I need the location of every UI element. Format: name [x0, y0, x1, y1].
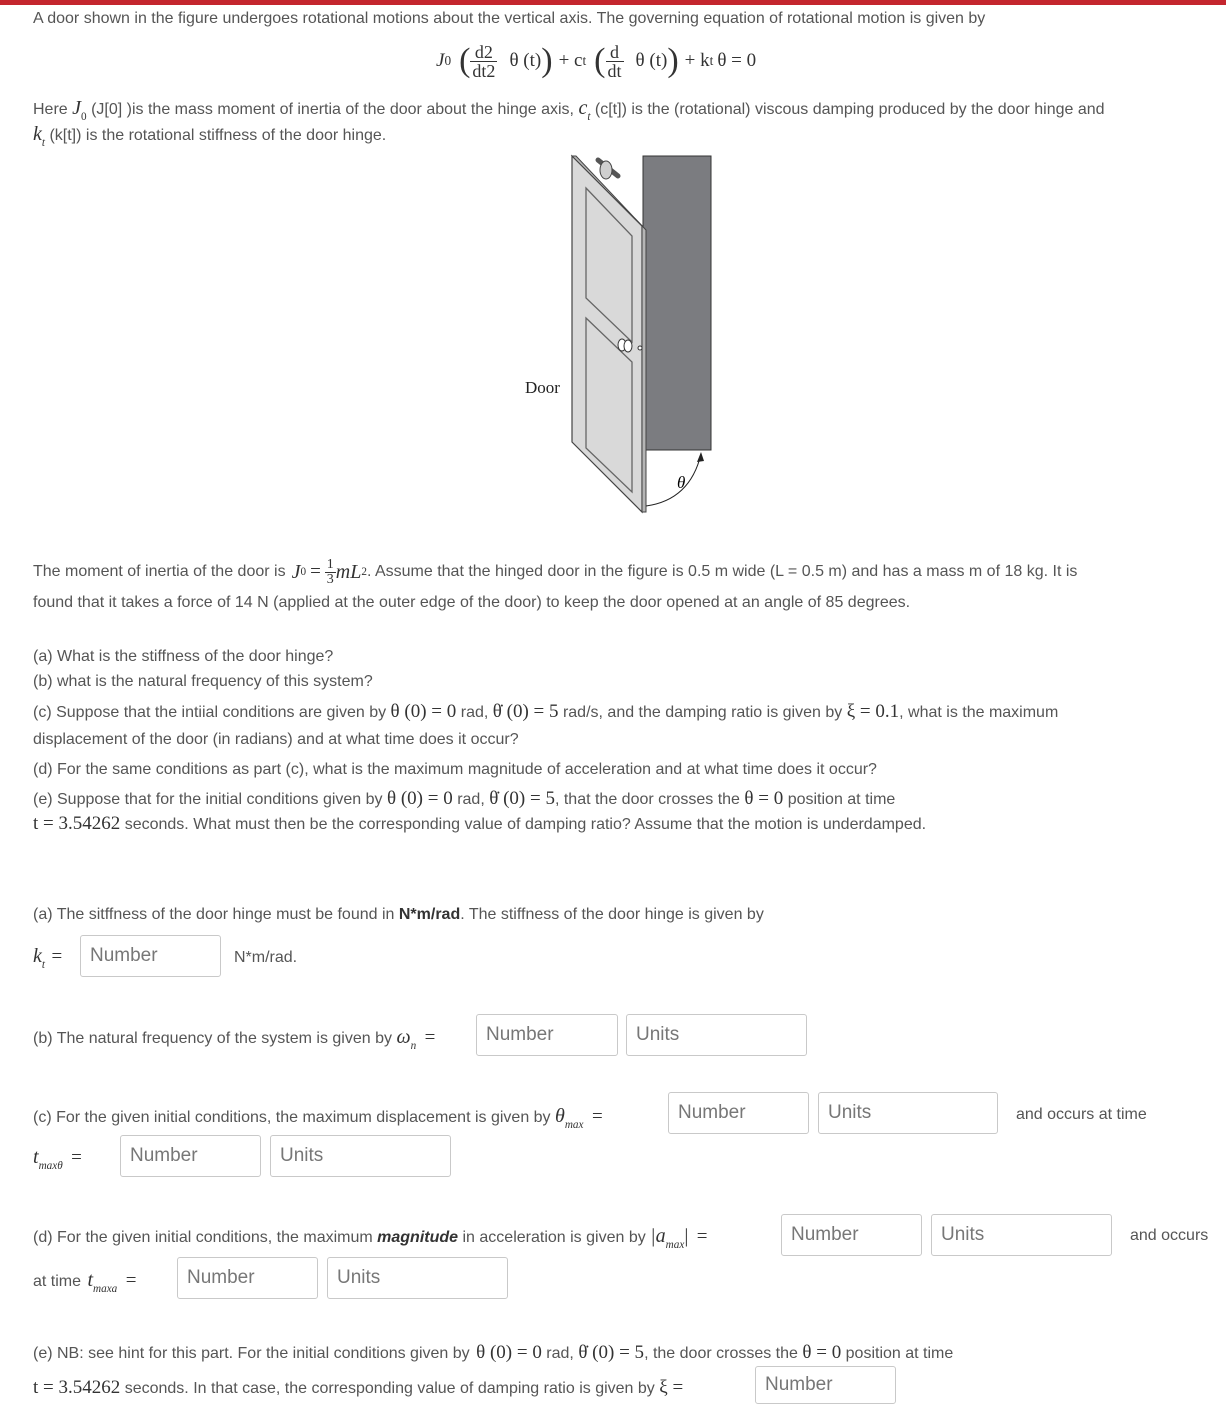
- question-c: (c) Suppose that the intiial conditions are given by θ (0) = 0 rad, θ̇ (0) = 5 rad/s, and the damping ratio is given by ξ = 0.1, what is the maximum: [33, 701, 1059, 722]
- door-label: Door: [525, 378, 560, 397]
- question-e-line-2: t = 3.54262 seconds. What must then be the corresponding value of damping ratio? Assume that the motion is underdamped.: [33, 813, 927, 834]
- natural-frequency-units-select[interactable]: [626, 1014, 807, 1056]
- door-frame-opening: [643, 156, 711, 450]
- question-d: (d) For the same conditions as part (c), what is the maximum magnitude of acceleration and at what time does it occur?: [33, 761, 877, 778]
- answer-a-var: $k_t$ =: [33, 945, 63, 971]
- door-closer-icon: [600, 161, 612, 179]
- angle-arrow-icon: [697, 452, 704, 462]
- top-accent-bar: [0, 0, 1226, 5]
- question-c-line-2: displacement of the door (in radians) and at what time does it occur?: [33, 731, 519, 748]
- angle-arc: [646, 454, 701, 506]
- intro-k-line: $k_t$ (k[t]) is the rotational stiffness of the door hinge.: [33, 123, 387, 149]
- max-displacement-number-input[interactable]: [668, 1092, 809, 1134]
- max-displacement-time-number-input[interactable]: [120, 1135, 261, 1177]
- answer-c-text: (c) For the given initial conditions, the maximum displacement is given by $\theta_{max}$ =: [33, 1105, 603, 1131]
- max-acceleration-time-units-select[interactable]: [327, 1257, 508, 1299]
- answer-e-text: (e) NB: see hint for this part. For the initial conditions given by θ (0) = 0 rad, θ̇ (0) = 5, the door crosses the θ = 0 position at time: [33, 1342, 954, 1363]
- max-acceleration-units-select[interactable]: [931, 1214, 1112, 1256]
- door-latch-icon: [638, 346, 642, 350]
- max-acceleration-time-number-input[interactable]: [177, 1257, 318, 1299]
- angle-theta-label: θ: [677, 473, 686, 492]
- answer-c-tail: and occurs at time: [1016, 1106, 1147, 1123]
- stiffness-units-label: N*m/rad.: [234, 949, 298, 966]
- answer-b-text: (b) The natural frequency of the system is given by $\omega_n$ =: [33, 1026, 436, 1052]
- stiffness-number-input[interactable]: [80, 935, 221, 977]
- answer-d-time-var: at time $t_{maxa}$ =: [33, 1269, 137, 1295]
- answer-a-text: (a) The sitffness of the door hinge must be found in N*m/rad. The stiffness of the door hinge is given by: [33, 906, 764, 923]
- question-e: (e) Suppose that for the initial conditions given by θ (0) = 0 rad, θ̇ (0) = 5, that the door crosses the θ = 0 position at time: [33, 788, 896, 809]
- intro-here-line: Here $J_0$ (J[0] )is the mass moment of inertia of the door about the hinge axis, $c_t$ (c[t]) is the (rotational) viscous damping produced by the door hinge and: [33, 97, 1105, 123]
- answer-d-text: (d) For the given initial conditions, the maximum magnitude in acceleration is given by $|a_{max}|$ =: [33, 1225, 708, 1251]
- answer-c-time-var: $t_{max\theta}$ =: [33, 1146, 82, 1172]
- max-displacement-time-units-select[interactable]: [270, 1135, 451, 1177]
- question-b: (b) what is the natural frequency of this system?: [33, 673, 373, 690]
- damping-ratio-number-input[interactable]: [755, 1366, 896, 1404]
- door-figure: [520, 150, 720, 520]
- natural-frequency-number-input[interactable]: [476, 1014, 618, 1056]
- max-displacement-units-select[interactable]: [818, 1092, 998, 1134]
- moment-line: The moment of inertia of the door is J 0 = $\frac{1}{3}$ mL 2 . Assume that the hinged door in the figure is 0.5 m wide (L = 0.5 m) and has a mass m of 18 kg. It is: [33, 556, 1078, 587]
- intro-line: A door shown in the figure undergoes rotational motions about the vertical axis. The governing equation of rotational motion is given by: [33, 10, 986, 27]
- question-a: (a) What is the stiffness of the door hinge?: [33, 648, 334, 665]
- governing-equation: J 0 ( $\frac{d2}{dt2}$ θ (t) ) + c t ( $\frac{d}{dt}$ θ (t) ) + k t θ = 0: [436, 41, 757, 81]
- moment-line-2: found that it takes a force of 14 N (applied at the outer edge of the door) to keep the door opened at an angle of 85 degrees.: [33, 594, 911, 611]
- answer-d-tail: and occurs: [1130, 1227, 1209, 1244]
- answer-e-line-2: t = 3.54262 seconds. In that case, the corresponding value of damping ratio is given by ξ =: [33, 1377, 684, 1398]
- max-acceleration-number-input[interactable]: [781, 1214, 922, 1256]
- door-knob-back-icon: [624, 340, 632, 352]
